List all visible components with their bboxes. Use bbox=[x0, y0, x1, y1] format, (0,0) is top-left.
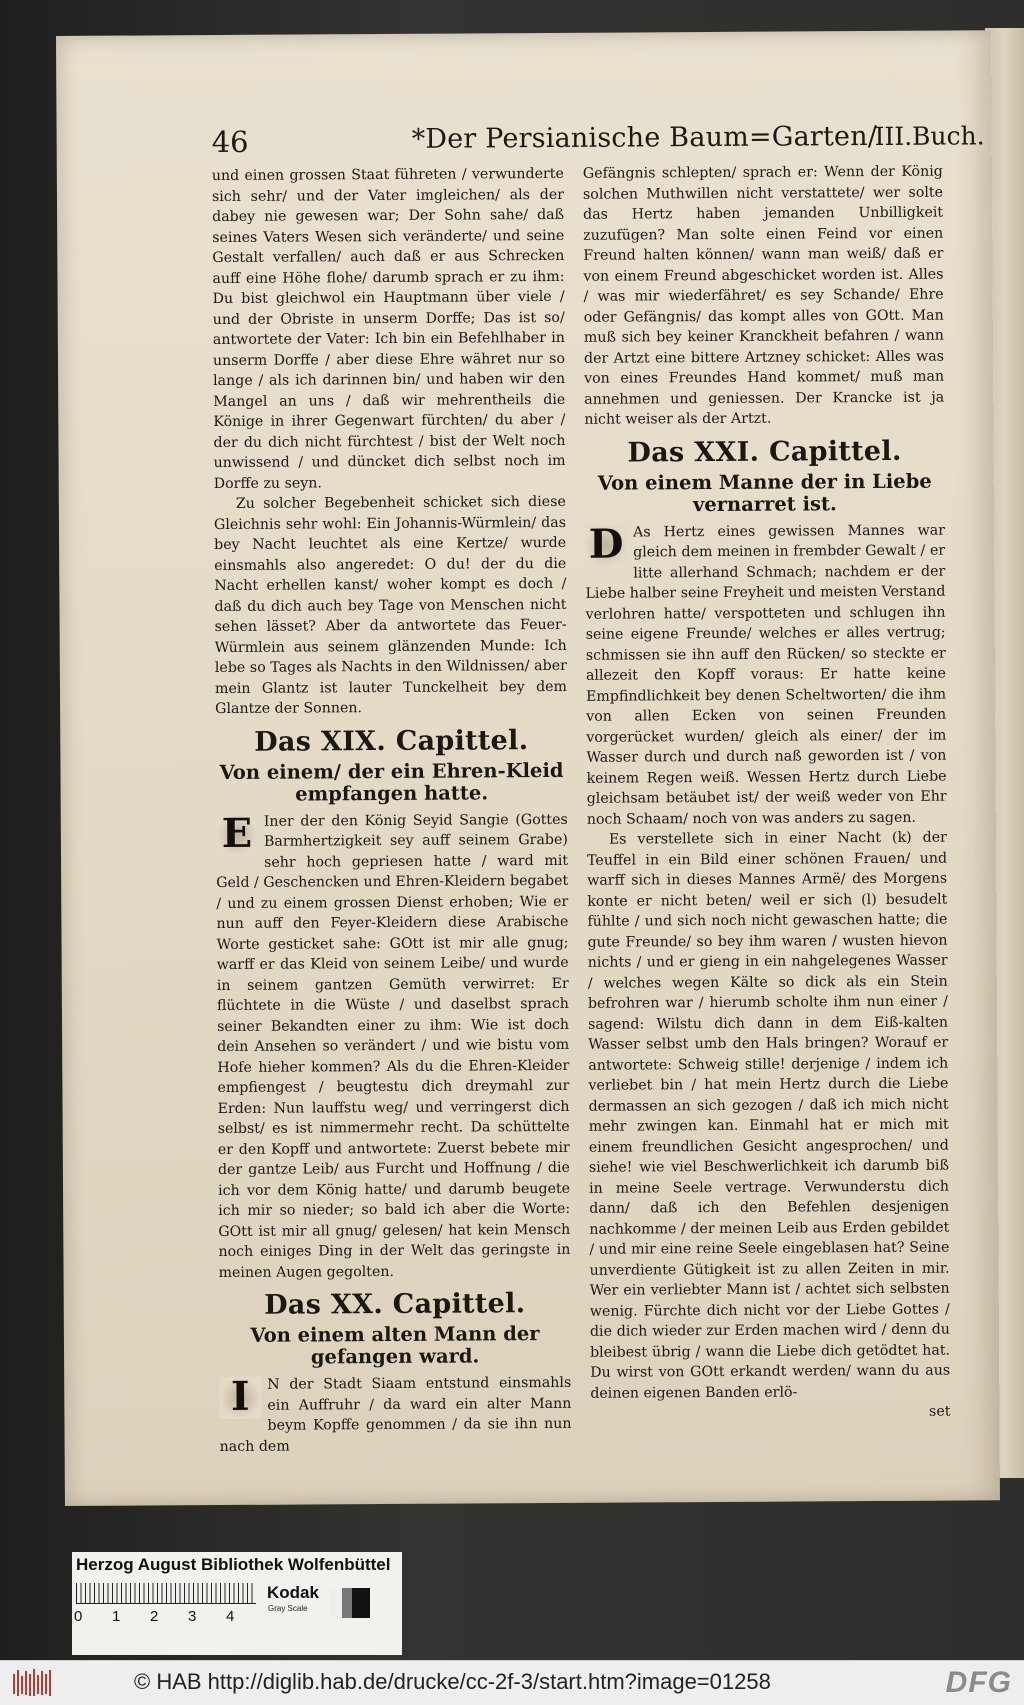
color-scale-card bbox=[72, 1552, 402, 1655]
right-column bbox=[583, 162, 951, 1425]
source-url: © HAB http://diglib.hab.de/drucke/cc-2f-3/start.htm?image=01258 bbox=[134, 1669, 771, 1694]
ruler-number: 4 bbox=[226, 1608, 235, 1625]
ruler-number: 1 bbox=[112, 1608, 121, 1625]
chapter-body: N der Stadt Siaam entstund einsmahls ein Auffruhr / da ward ein alter Mann beym Kopffe genommen / da sie ihn nun nach dem bbox=[219, 1374, 572, 1455]
chapter-body: Iner der den König Seyid Sangie (Gottes Barmhertzigkeit sey auff seinem Grabe) sehr hoch gepriesen hatte / ward mit Geld / Geschencken und Ehren-Kleidern begabet / und zu einem grossen Dienst erhoben; Wie er nun auff den Feyer-Kleidern diese Arabische Worte gesticket sahe: GOtt ist mir alle gnug; warff er das Kleid von seinem Leibe/ und wurde in seinem gantzen Gemüth verwirret: Er flüchtete in die Wüste / und daselbst sprach seiner Bekandten einer zu ihm: Wie ist doch dein Ansehen so verändert / und wie bistu vom Hofe hieher kommen? Als du die Ehren-Kleider empfiengest / beugtestu dich dreymahl zur Erden: Nun lauffstu weg/ und verringerst dich selbst/ es ist nimmermehr recht. Da schüttelte er den Kopff und antwortete: Zuerst bebete mir der gantze Leib/ aus Furcht und Hoffnung / die ich vor dem König hatte/ und darumb beugete ich mir so nieder; so bald ich aber die Worte: GOtt ist mir all gnug/ gelesen/ hat kein Mensch noch einiges Ding in der Welt das geringste in meinen Augen gegolten. bbox=[216, 811, 571, 1281]
paragraph: Zu solcher Begebenheit schicket sich diese Gleichnis sehr wohl: Ein Johannis-Würmlein/ das bey Nacht leuchtet als eine Kertze/ wurde einsmahls also angeredet: O du! der du die Nacht erhellen kanst/ woher kompt es doch / daß du dich auch bey Tage von Menschen nicht sehen lässet? Aber da antwortete das Feuer-Würmlein aus seinem glänzenden Munde: Ich lebe so Tages als Nachts in den Wildnissen/ aber mein Glantz ist lauter Tunckelheit bey dem Glantze der Sonnen. bbox=[213, 493, 568, 718]
book-page bbox=[56, 30, 1000, 1506]
gray-scale-patch bbox=[330, 1588, 370, 1618]
scale-ruler bbox=[76, 1583, 256, 1604]
chapter-title: Das XIX. Capittel. bbox=[254, 724, 529, 758]
chapter-title: Das XXI. Capittel. bbox=[627, 435, 902, 469]
catchword: set bbox=[928, 1403, 951, 1420]
chapter-text bbox=[585, 520, 947, 830]
chapter-subtitle: Von einem/ der ein Ehren-Kleid empfangen hatte. bbox=[219, 758, 564, 806]
paragraph: Es verstellete sich in einer Nacht (k) der Teuffel in ein Bild einer schönen Frauen/ und warff sich in dieses Mannes Armë/ des Morgens konte er nicht beten/ weil er sich (l) besudelt fühlte / und sich noch nicht gewaschen hatte; die gute Freunde/ so bey ihm waren / wusten hievon nichts / und er gieng in ein nahgelegenes Wasser / welches wegen Kälte so dick als ein Stein befrohren war / hierumb scholte ihm nun einer / sagend: Wilstu dich dann in dem Eiß-kalten Wasser selbst umb den Hals bringen? Worauf er antwortete: Schweig stille! derjenige / indem ich verliebet bin / hat mein Hertz durch die Liebe dermassen an sich gezogen / daß ich mich nicht mehr zwingen kan. Einmahl hat er mich mit einem freundlichen Gesicht angesprochen/ und siehe! wie viel Beschwerlichkeit ich darumb biß in meine Seele vertrage. Verwunderstu dich dann/ daß ich den Befehlen desjenigen nachkomme / der meinen Leib aus Erden gebildet / und mir eine reine Seele eingeblasen hat? Seine unverdiente Gütigkeit ist zu allen Zeiten in mir. Wer ein verliebter Mann ist / achtet sich selbsten wenig. Fürchte dich nicht vor der Liebe Gottes / die dich wieder zur Erden machen wird / denn du bleibest übrig / wann die Liebe dich getödtet hat. Du wirst von GOtt erkandt werden/ wann du aus deinen eigenen Banden erlö- bbox=[586, 829, 951, 1402]
barcode-icon bbox=[12, 1668, 54, 1698]
drop-cap-initial: E bbox=[216, 813, 258, 855]
gray-scale-label: Gray Scale bbox=[268, 1604, 308, 1613]
footer-bar bbox=[0, 1660, 1024, 1705]
page-number: 46 bbox=[211, 124, 249, 160]
chapter-text bbox=[219, 1373, 571, 1457]
running-head: *Der Persianische Baum=Garten/ bbox=[411, 120, 878, 155]
page-header bbox=[212, 118, 997, 163]
ruler-number: 3 bbox=[188, 1608, 197, 1625]
chapter-text bbox=[216, 809, 571, 1283]
chapter-subtitle: Von einem alten Mann der gefangen ward. bbox=[250, 1322, 540, 1369]
chapter-body: As Hertz eines gewissen Mannes war gleich dem meinen in frembder Gewalt / er litte allerhand Schmach; nachdem er der Liebe halber seine Freyheit und meisten Verstand verlohren hatte/ verspotteten und schlugen ihn seine eigene Freunde/ welches er alles vertrug; schmissen sie ihn auff den Rücken/ so steckte er allezeit den Kopff voraus: Er hatte keine Empfindlichkeit bey denen Scheltworten/ die ihm von allen Ecken von seinen Freunden vorgerücket wurden/ gleich als einer/ der im Wasser durch und durch naß geworden ist / von keinem Regen weiß. Wessen Hertz durch Liebe gleichsam betäubet ist/ der weiß weder von Ehr noch Schaam/ noch von was anders zu sagen. bbox=[585, 522, 947, 828]
book-label: III.Buch. bbox=[874, 121, 985, 152]
chapter-title: Das XX. Capittel. bbox=[264, 1288, 526, 1321]
drop-cap-initial: I bbox=[219, 1377, 261, 1419]
library-name: Herzog August Bibliothek Wolfenbüttel bbox=[76, 1555, 391, 1574]
paragraph: Gefängnis schlepten/ sprach er: Wenn der König solchen Muthwillen nicht verstattete/ wer solte das Hertz haben jemanden Unbilligkeit zuzufügen? Man solte einen Feind vor einen Freund halten können/ wann man weiß/ daß er von einem Freund abgeschicket worden ist. Alles / was mir wiederfähret/ es sey Schande/ Ehre oder Gefängnis/ das kompt alles von GOtt. Man muß sich bey keiner Kranckheit befahren / wann der Artzt eine bittere Artzney schicket: Alles was von eines Freundes Hand kommet/ muß man annehmen und geniessen. Der Krancke ist ja nicht weiser als der Artzt. bbox=[582, 163, 945, 428]
left-column bbox=[212, 164, 572, 1457]
chapter-subtitle: Von einem Manne der in Liebe vernarret ist. bbox=[597, 469, 932, 516]
ruler-number: 0 bbox=[74, 1608, 83, 1625]
ruler-number: 2 bbox=[150, 1608, 159, 1625]
dfg-logo: DFG bbox=[945, 1666, 1012, 1699]
drop-cap-initial: D bbox=[585, 524, 627, 566]
paragraph: und einen grossen Staat führeten / verwunderte sich sehr/ und der Vater imgleichen/ als der dabey nie gewesen war; Der Sohn sahe/ daß seines Vaters Wesen sich veränderte/ und seine Gestalt verfallen/ auch daß er aus Schrecken auff eine Höhe flohe/ darumb sprach er zu ihm: Du bist gleichwol ein Hauptmann über viele / und der Obriste in unserm Dorffe; Das ist so/ antwortete der Vater: Ich bin ein Befehlhaber in unserm Dorffe / aber diese Ehre währet nur so lange / als ich darinnen bin/ und haben wir den Mangel an uns / daß wir mehrentheils die Könige in ihrer Gegenwart fürchten/ du aber / der du dich nicht fürchtest / bist der Welt noch unwissend / und düncket dich selbst noch im Dorffe zu seyn. bbox=[211, 165, 566, 492]
kodak-label: Kodak bbox=[267, 1583, 319, 1602]
